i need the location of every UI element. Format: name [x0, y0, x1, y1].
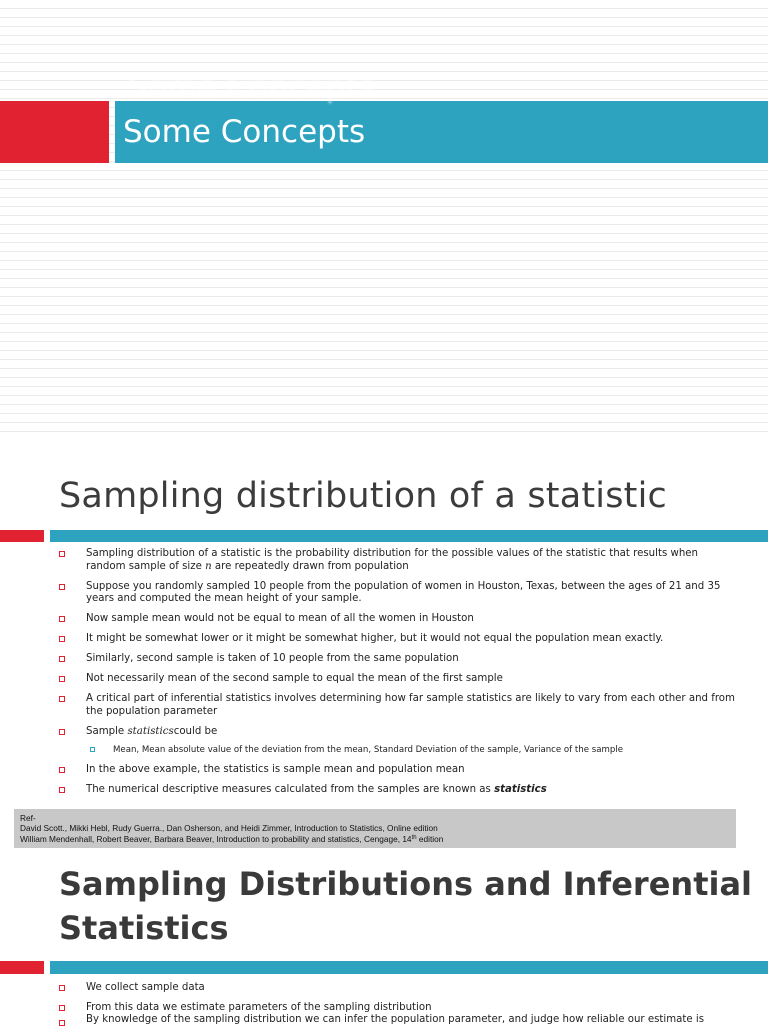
hollow-square-bullet-icon — [59, 767, 65, 773]
slide-title: Sampling Distributions and Inferential Statistics — [59, 865, 753, 947]
divider-red-bar — [0, 530, 44, 542]
hollow-square-bullet-icon — [59, 729, 65, 735]
hollow-square-bullet-icon — [59, 584, 65, 590]
bullet-item: The numerical descriptive measures calculated from the samples are known as statistics — [58, 784, 738, 797]
bullet-item: Now sample mean would not be equal to mean of all the women in Houston — [58, 613, 738, 626]
hollow-square-bullet-icon — [59, 656, 65, 662]
hollow-square-bullet-icon — [59, 551, 65, 557]
italic-word-statistics: statistics — [127, 725, 174, 737]
bullet-item: Sampling distribution of a statistic is the probability distribution for the possible values of the statistic that results when random sample of size n are repeatedly drawn from population — [58, 548, 738, 573]
hollow-square-bullet-icon — [59, 636, 65, 642]
bullet-item: Not necessarily mean of the second sample to equal the mean of the first sample — [58, 673, 738, 686]
bullet-item: It might be somewhat lower or it might be somewhat higher, but it would not equal the population mean exactly. — [58, 633, 738, 646]
hollow-square-bullet-icon — [59, 676, 65, 682]
hollow-square-bullet-icon — [59, 787, 65, 793]
sub-bullet-item: Mean, Mean absolute value of the deviation from the mean, Standard Deviation of the sample, Variance of the sample — [58, 744, 738, 757]
bullet-item: Suppose you randomly sampled 10 people from the population of women in Houston, Texas, between the ages of 21 and 35 years and computed the mean height of your sample. — [58, 581, 738, 606]
bullet-item: A critical part of inferential statistics involves determining how far sample statistics are likely to vary from each other and from the population parameter — [58, 693, 738, 718]
reference-line: David Scott., Mikki Hebl, Rudy Guerra., Dan Osherson, and Heidi Zimmer, Introduction to Statistics, Online edition — [20, 823, 438, 833]
bullet-item: Sample statisticscould be — [58, 726, 738, 739]
italic-variable-n: n — [205, 560, 212, 572]
blue-square-sub-bullet-icon — [90, 747, 95, 752]
bullet-item: Similarly, second sample is taken of 10 people from the same population — [58, 653, 738, 666]
reference-label: Ref- — [20, 813, 36, 823]
divider-red-bar — [0, 961, 44, 974]
hollow-square-bullet-icon — [59, 1005, 65, 1011]
hollow-square-bullet-icon — [59, 616, 65, 622]
bullet-item: We collect sample data — [58, 982, 738, 995]
reference-box — [14, 809, 736, 848]
title-accent-red-bar — [0, 101, 109, 163]
hollow-square-bullet-icon — [59, 1020, 65, 1026]
clipped-bullet-item: By knowledge of the sampling distribution we can infer the population parameter, and judge how reliable our estimate is — [58, 1020, 738, 1024]
bold-italic-statistics: statistics — [494, 784, 547, 795]
faded-slide-title: Some Concepts — [128, 70, 376, 105]
slide-title: Some Concepts — [123, 114, 366, 150]
slide-some-concepts — [0, 0, 768, 432]
hollow-square-bullet-icon — [59, 696, 65, 702]
bullet-item: In the above example, the statistics is sample mean and population mean — [58, 764, 738, 777]
hollow-square-bullet-icon — [59, 985, 65, 991]
slide-title: Sampling distribution of a statistic — [59, 476, 667, 516]
bullet-item: From this data we estimate parameters of the sampling distribution — [58, 1002, 738, 1015]
divider-blue-bar — [50, 961, 768, 974]
reference-line: William Mendenhall, Robert Beaver, Barbara Beaver, Introduction to probability and statistics, Cengage, 14th edition — [20, 834, 444, 844]
bullet-list — [58, 548, 738, 804]
divider-blue-bar — [50, 530, 768, 542]
